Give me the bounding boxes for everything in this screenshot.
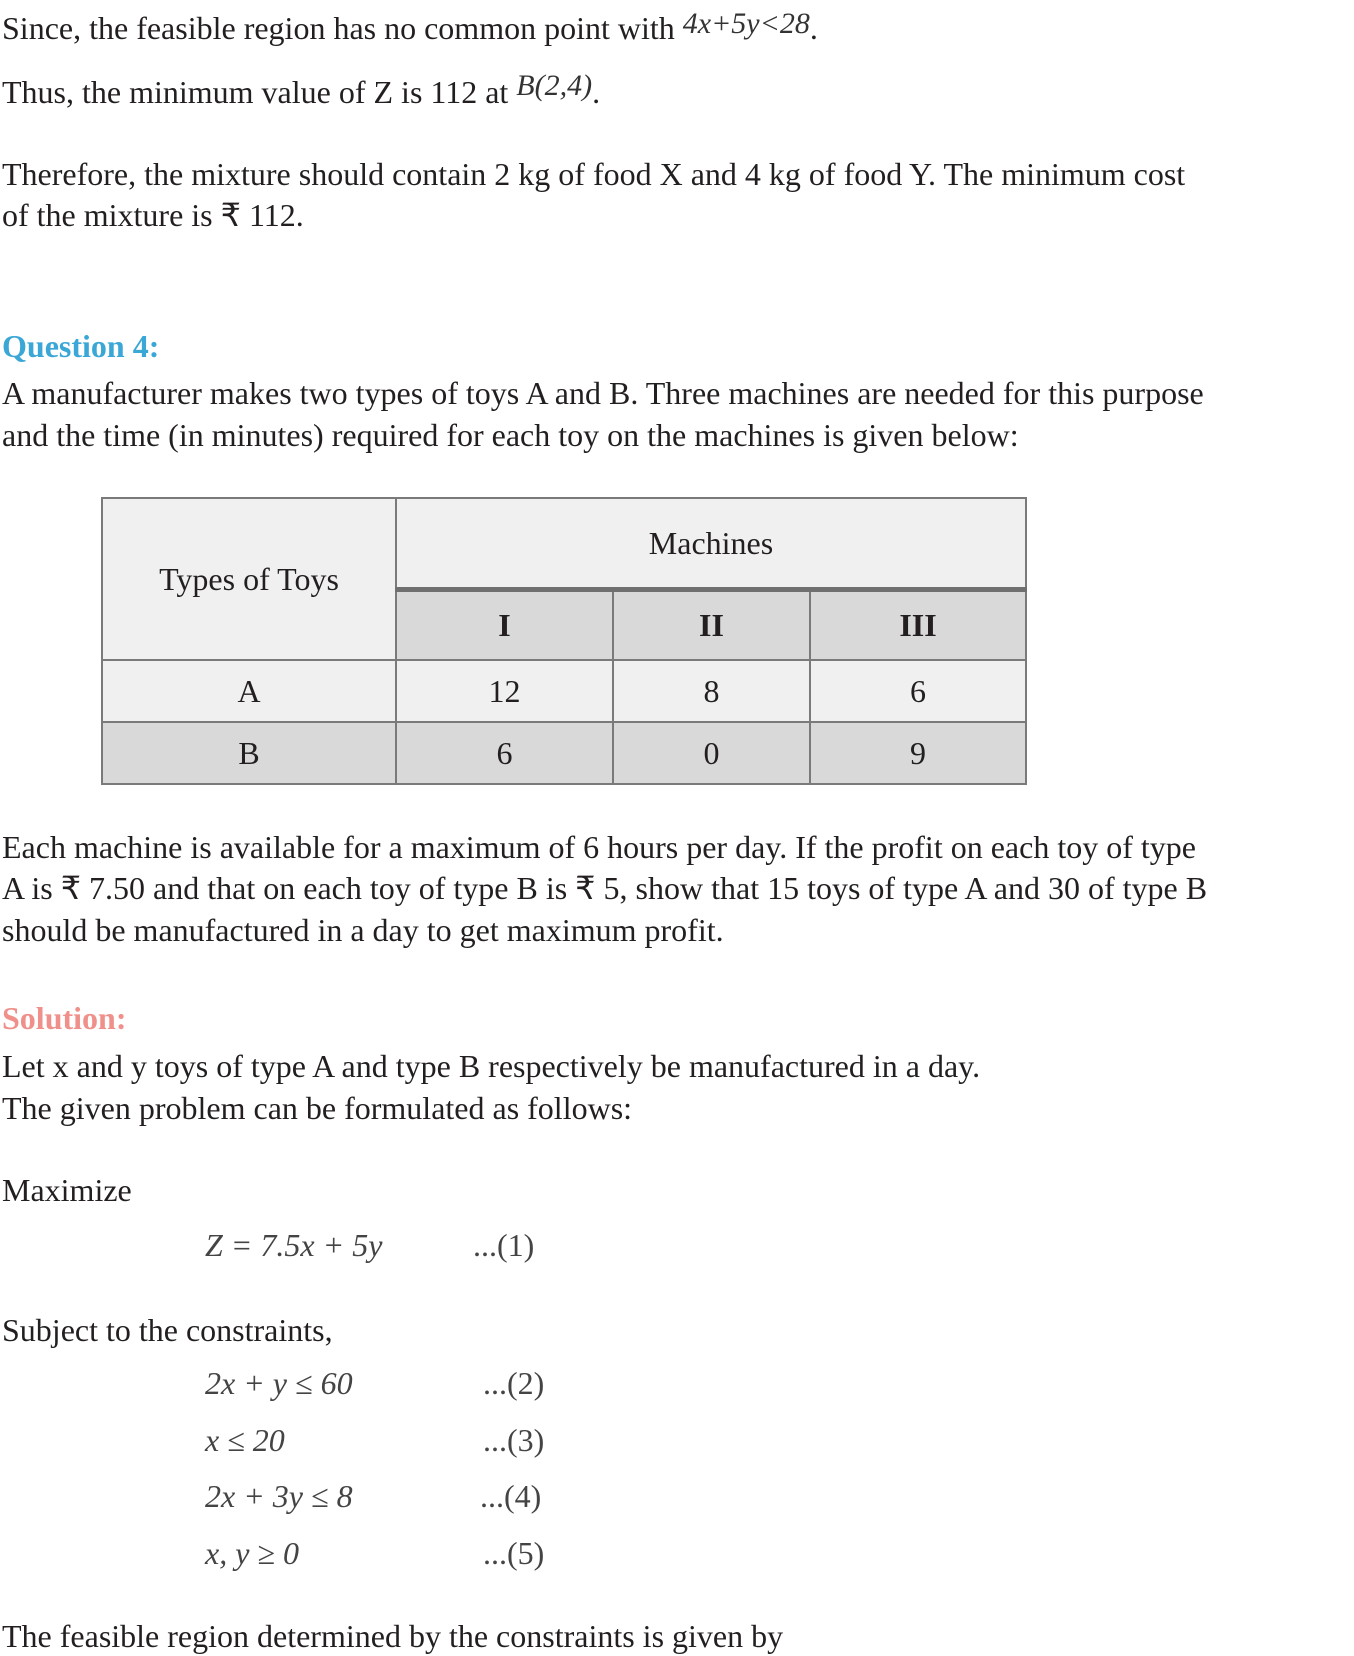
constraint-expr: x, y ≥ 0	[205, 1535, 299, 1571]
column-header-i: I	[396, 590, 613, 661]
table-row	[102, 722, 1026, 784]
row-label: B	[102, 722, 396, 784]
objective-function: Z = 7.5x + 5y	[205, 1227, 383, 1263]
final-line: The feasible region determined by the constraints is given by	[2, 1618, 784, 1654]
table-cell: 8	[613, 660, 810, 722]
table-cell: 6	[396, 722, 613, 784]
question-line-1: A manufacturer makes two types of toys A and B. Three machines are needed for this purpose	[2, 375, 1204, 411]
intro-line-1-text: Since, the feasible region has no common point with	[2, 10, 675, 46]
constraint-tag: ...(3)	[483, 1422, 545, 1458]
solution-line-2: The given problem can be formulated as follows:	[2, 1090, 633, 1126]
column-header-ii: II	[613, 590, 810, 661]
point-math: B(2,4)	[516, 69, 593, 102]
objective-tag: ...(1)	[473, 1227, 535, 1263]
question-after-line-1: Each machine is available for a maximum of 6 hours per day. If the profit on each toy of type	[2, 829, 1196, 865]
constraint-tag: ...(2)	[483, 1365, 545, 1401]
constraint-expr: 2x + y ≤ 60	[205, 1365, 353, 1401]
question-after-line-2: A is ₹ 7.50 and that on each toy of type B is ₹ 5, show that 15 toys of type A and 30 of type B	[2, 870, 1208, 906]
constraint-expr: x ≤ 20	[205, 1422, 285, 1458]
conclusion-line-1: Therefore, the mixture should contain 2 kg of food X and 4 kg of food Y. The minimum cost	[2, 156, 1186, 192]
solution-heading: Solution:	[2, 1000, 127, 1036]
table-cell: 0	[613, 722, 810, 784]
solution-line-1: Let x and y toys of type A and type B respectively be manufactured in a day.	[2, 1048, 981, 1084]
subject-label: Subject to the constraints,	[2, 1312, 333, 1348]
question-line-2: and the time (in minutes) required for each toy on the machines is given below:	[2, 417, 1019, 453]
machines-header: Machines	[396, 498, 1026, 590]
corner-header: Types of Toys	[102, 498, 396, 660]
column-header-iii: III	[810, 590, 1026, 661]
constraint-tag: ...(4)	[480, 1478, 542, 1514]
table-cell: 6	[810, 660, 1026, 722]
constraint-expr: 2x + 3y ≤ 8	[205, 1478, 353, 1514]
constraint-tag: ...(5)	[483, 1535, 545, 1571]
table-cell: 12	[396, 660, 613, 722]
row-label: A	[102, 660, 396, 722]
maximize-label: Maximize	[2, 1172, 132, 1208]
intro-line-2: Thus, the minimum value of Z is 112 at B(2,4).	[2, 69, 601, 110]
intro-line-2-text: Thus, the minimum value of Z is 112 at	[2, 74, 509, 110]
table-row	[102, 660, 1026, 722]
machine-time-table	[101, 497, 1027, 785]
question-after-line-3: should be manufactured in a day to get maximum profit.	[2, 912, 724, 948]
conclusion-line-2: of the mixture is ₹ 112.	[2, 197, 304, 233]
question-heading: Question 4:	[2, 328, 160, 364]
intro-line-1: Since, the feasible region has no common point with 4x+5y<28.	[2, 7, 818, 46]
inequality-math: 4x+5y<28	[682, 7, 810, 40]
table-cell: 9	[810, 722, 1026, 784]
